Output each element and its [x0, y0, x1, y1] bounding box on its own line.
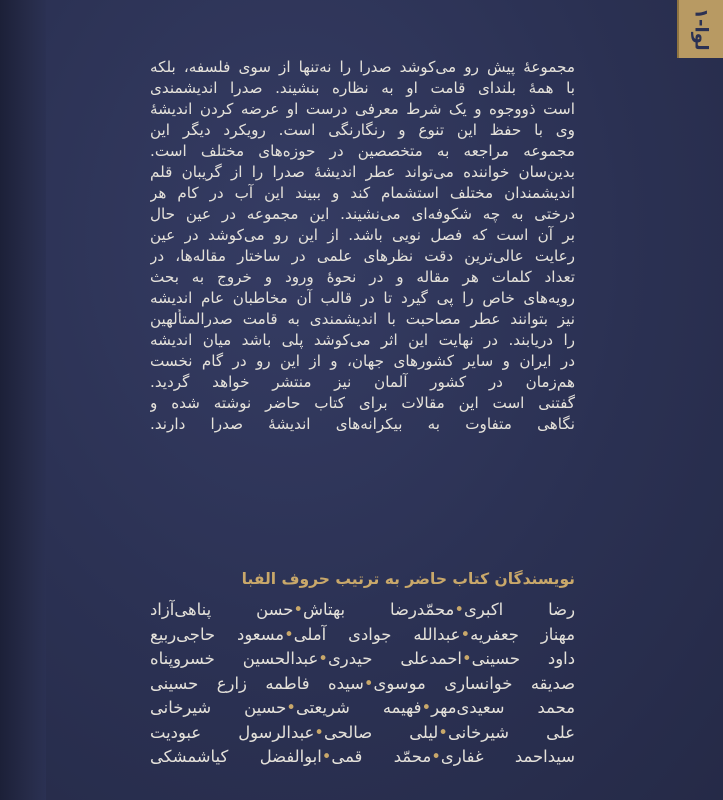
author-name: محمد سعیدی‌مهر [431, 698, 575, 717]
paragraph-line: را دریابند. در نهایت این اثر می‌کوشد پلی باشد میان اندیشه [150, 331, 575, 349]
author-name: علی شیرخانی [447, 722, 575, 742]
separator-dot: • [460, 624, 471, 644]
author-name: فهیمه شریعتی [295, 698, 422, 717]
author-row [150, 696, 575, 721]
separator-dot: • [431, 747, 441, 766]
author-name: سیداحمد غفاری [440, 747, 575, 766]
separator-dot: • [318, 649, 328, 668]
paragraph-line: نیز بتوانند عطر مصاحبت با اندیشمندی به قامت صدرالمتألهین [150, 310, 575, 328]
paragraph-line: تعداد کلمات هر مقاله و در نحوهٔ ورود و خروج به بحث [150, 268, 575, 286]
separator-dot: • [421, 698, 432, 717]
separator-dot: • [293, 600, 304, 619]
paragraph-line: است ذووجوه و یک شرط معرفی درست او عرضه کردن اندیشهٔ [150, 100, 575, 118]
author-name: مهناز جعفریه [470, 624, 575, 644]
authors-list [150, 598, 575, 770]
description-paragraph [150, 57, 575, 435]
separator-dot: • [284, 624, 294, 644]
author-name: حسین شیرخانی [150, 698, 287, 717]
paragraph-line: وی با حفظ این تنوع و رنگارنگی است. رویکرد دیگر این [150, 121, 575, 139]
separator-dot: • [363, 673, 374, 693]
author-row [150, 745, 575, 770]
paragraph-line: در ایران و سایر کشورهای جهان، و از این رو در گام نخست [150, 352, 575, 370]
author-row [150, 598, 575, 623]
paragraph-line: گفتنی است این مقالات برای کتاب حاضر نوشته شده و [150, 394, 575, 412]
author-name: محمّد قمی [331, 747, 432, 766]
author-name: لیلی صالحی [323, 722, 439, 742]
book-spine [0, 0, 46, 800]
author-name: رضا اکبری [464, 600, 575, 619]
author-name: محمّدرضا بهتاش [303, 600, 455, 619]
paragraph-line: نگاهی متفاوت به بیکرانه‌های اندیشهٔ صدرا دارند. [150, 415, 575, 433]
separator-dot: • [454, 600, 464, 619]
separator-dot: • [286, 698, 296, 717]
separator-dot: • [321, 747, 332, 766]
paragraph-line: هم‌زمان در کشور آلمان نیز منتشر خواهد گردید. [150, 373, 575, 391]
author-row [150, 647, 575, 672]
author-row [150, 721, 575, 746]
author-name: ابوالفضل کیاشمشکی [150, 747, 322, 766]
separator-dot: • [461, 649, 472, 668]
spine-label-tab [677, 0, 723, 58]
paragraph-line: مجموعهٔ پیش رو می‌کوشد صدرا را نه‌تنها از سوی فلسفه، بلکه [150, 58, 575, 76]
authors-heading: نویسندگان کتاب حاضر به ترتیب حروف الفبا [241, 570, 575, 588]
separator-dot: • [438, 722, 448, 742]
paragraph-line: بر آن است که فصل نویی باشد. از این رو می‌کوشد در عین [150, 226, 575, 244]
author-name: داود حسینی [471, 649, 575, 668]
paragraph-line: بدین‌سان خواننده می‌تواند عطر اندیشهٔ صدرا را از گریبان قلم [150, 163, 575, 181]
paragraph-line: رویه‌های خاص را پی گیرد تا در قالب آن مخاطبان عام اندیشه [150, 289, 575, 307]
author-name: احمدعلی حیدری [327, 649, 462, 668]
spine-label-text: ۱-لوا [690, 7, 712, 51]
author-name: عبدالله جوادی آملی [293, 624, 461, 644]
paragraph-line: با همهٔ بلندای قامت او به نظاره بنشیند. صدرا اندیشمندی [150, 79, 575, 97]
author-name: عبدالحسین خسروپناه [150, 649, 319, 668]
paragraph-line: مجموعه مراجعه به متخصصین در حوزه‌های مختلف است. [150, 142, 575, 160]
author-row [150, 623, 575, 648]
author-name: سیده فاطمه زارع حسینی [150, 673, 364, 693]
author-name: مسعود حاجی‌ربیع [150, 624, 285, 644]
separator-dot: • [314, 722, 324, 742]
author-row [150, 672, 575, 697]
paragraph-line: درختی به چه شکوفه‌ای می‌نشیند. این مجموعه در عین حال [150, 205, 575, 223]
paragraph-line: رعایت عالی‌ترین دقت نظرهای علمی در ساختار مقاله‌ها، در [150, 247, 575, 265]
author-name: صدیقه خوانساری موسوی [373, 673, 575, 693]
paragraph-line: اندیشمندان مختلف استشمام کند و ببیند این آب در کام هر [150, 184, 575, 202]
author-name: حسن پناهی‌آزاد [150, 600, 294, 619]
author-name: عبدالرسول عبودیت [150, 722, 315, 742]
